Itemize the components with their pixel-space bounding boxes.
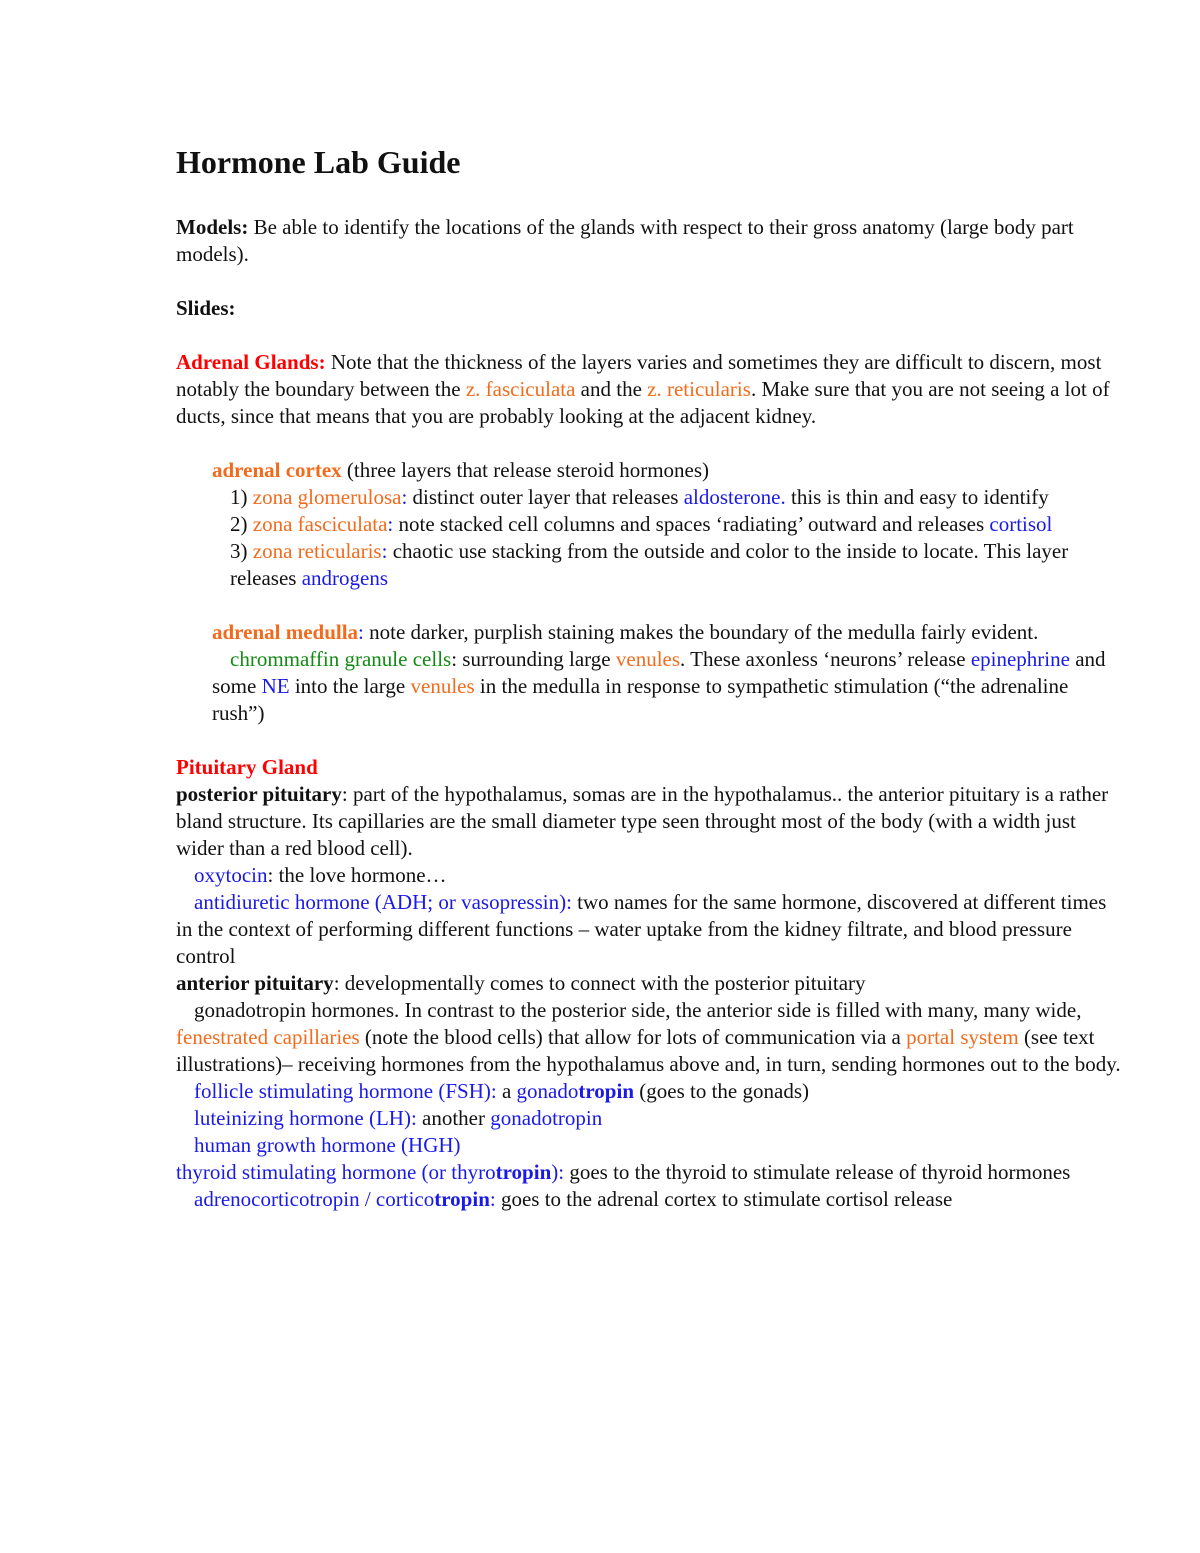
oxytocin-text: : the love hormone… bbox=[267, 863, 447, 887]
tropin-term: tropin bbox=[434, 1187, 490, 1211]
aldosterone-term: aldosterone. bbox=[683, 485, 786, 509]
chromaffin-paragraph bbox=[212, 646, 1126, 727]
zona-reticularis-term: zona reticularis bbox=[252, 539, 382, 563]
lh-line bbox=[194, 1105, 1126, 1132]
ne-term: NE bbox=[261, 674, 290, 698]
gonadotropin-term: gonadotropin bbox=[490, 1106, 603, 1130]
anterior-paragraph bbox=[176, 970, 1126, 997]
androgens-term: androgens bbox=[301, 566, 389, 590]
adrenal-cortex-label: adrenal cortex bbox=[212, 458, 342, 482]
list-item bbox=[230, 538, 1126, 592]
adrenal-paragraph bbox=[176, 349, 1126, 430]
chromaffin-text-3: and some bbox=[212, 647, 1106, 698]
z-reticularis-term: z. reticularis bbox=[647, 377, 751, 401]
hgh-line bbox=[194, 1132, 1126, 1159]
posterior-text: : part of the hypothalamus, somas are in the hypothalamus.. the anterior pituitary is a rather bland structure. Its capillaries are the small diameter type seen throught most of the body (with a width just wider than a red blood cell). bbox=[176, 782, 1109, 860]
anterior-label: anterior pituitary bbox=[176, 971, 334, 995]
acth-colon: : bbox=[489, 1187, 496, 1211]
item-colon: : bbox=[381, 539, 388, 563]
acth-line bbox=[194, 1186, 1126, 1213]
item-colon: : bbox=[401, 485, 408, 509]
tsh-text: goes to the thyroid to stimulate release of thyroid hormones bbox=[564, 1160, 1071, 1184]
document-page bbox=[176, 140, 1126, 1213]
chromaffin-text-1: : surrounding large bbox=[451, 647, 616, 671]
adrenal-cortex-section bbox=[212, 457, 1126, 592]
tsh-close: ): bbox=[551, 1160, 565, 1184]
fsh-line bbox=[194, 1078, 1126, 1105]
page-title: Hormone Lab Guide bbox=[176, 144, 461, 180]
chromaffin-text-4: into the large bbox=[289, 674, 411, 698]
anterior-hormone-list bbox=[176, 1078, 1126, 1213]
item-after: this is thin and easy to identify bbox=[785, 485, 1049, 509]
adrenal-text-2: and the bbox=[575, 377, 648, 401]
chromaffin-term: chrommaffin granule cells bbox=[230, 647, 452, 671]
adh-colon: : bbox=[566, 890, 572, 914]
epinephrine-term: epinephrine bbox=[970, 647, 1070, 671]
cortisol-term: cortisol bbox=[989, 512, 1053, 536]
zona-glomerulosa-term: zona glomerulosa bbox=[252, 485, 402, 509]
anterior-text-3: (note the blood cells) that allow for lots of communication via a bbox=[359, 1025, 907, 1049]
models-paragraph bbox=[176, 214, 1126, 268]
adh-term: antidiuretic hormone (ADH; or vasopressin) bbox=[194, 890, 567, 914]
medulla-text: note darker, purplish staining makes the boundary of the medulla fairly evident. bbox=[363, 620, 1039, 644]
fsh-after: (goes to the gonads) bbox=[634, 1079, 809, 1103]
adrenal-medulla-label: adrenal medulla bbox=[212, 620, 359, 644]
fsh-term: follicle stimulating hormone (FSH): bbox=[194, 1079, 497, 1103]
lh-term: luteinizing hormone (LH): bbox=[194, 1106, 417, 1130]
posterior-label: posterior pituitary bbox=[176, 782, 342, 806]
gonado-term: gonado bbox=[516, 1079, 579, 1103]
adrenal-label: Adrenal Glands: bbox=[176, 350, 326, 374]
acth-text: goes to the adrenal cortex to stimulate cortisol release bbox=[495, 1187, 953, 1211]
medulla-colon: : bbox=[358, 620, 364, 644]
item-text: chaotic use stacking from the outside and color to the inside to locate. This layer releases bbox=[230, 539, 1069, 590]
tsh-line bbox=[176, 1159, 1126, 1186]
adrenal-cortex-desc: (three layers that release steroid hormones) bbox=[341, 458, 710, 482]
oxytocin-term: oxytocin bbox=[194, 863, 268, 887]
gonadotropin-paragraph bbox=[176, 997, 1126, 1078]
chromaffin-text-5: in the medulla in response to sympathetic stimulation (“the adrenaline rush”) bbox=[212, 674, 1069, 725]
item-text: note stacked cell columns and spaces ‘radiating’ outward and releases bbox=[393, 512, 990, 536]
item-number: 1) bbox=[230, 485, 253, 509]
item-number: 3) bbox=[230, 539, 253, 563]
hgh-term: human growth hormone (HGH) bbox=[194, 1133, 461, 1157]
models-text: Be able to identify the locations of the glands with respect to their gross anatomy (large body part models). bbox=[176, 215, 1074, 266]
item-colon: : bbox=[387, 512, 394, 536]
oxytocin-line bbox=[194, 862, 1126, 889]
fsh-text: a bbox=[496, 1079, 517, 1103]
chromaffin-text-2: . These axonless ‘neurons’ release bbox=[680, 647, 971, 671]
tropin-term: tropin bbox=[495, 1160, 552, 1184]
lh-text: another bbox=[416, 1106, 491, 1130]
anterior-text-2: gonadotropin hormones. In contrast to the posterior side, the anterior side is filled with many, many wide, bbox=[194, 998, 1082, 1022]
adh-text: two names for the same hormone, discovered at different times in the context of performing different functions – water uptake from the kidney filtrate, and blood pressure control bbox=[176, 890, 1107, 968]
zona-fasciculata-term: zona fasciculata bbox=[252, 512, 388, 536]
anterior-text-1: : developmentally comes to connect with the posterior pituitary bbox=[333, 971, 866, 995]
z-fasciculata-term: z. fasciculata bbox=[465, 377, 576, 401]
posterior-paragraph bbox=[176, 781, 1126, 862]
adrenal-text-1: Note that the thickness of the layers varies and sometimes they are difficult to discern, most notably the boundary between the bbox=[176, 350, 1102, 401]
tropin-term: tropin bbox=[578, 1079, 635, 1103]
adh-paragraph bbox=[176, 889, 1126, 970]
pituitary-heading: Pituitary Gland bbox=[176, 755, 318, 779]
tsh-term: thyroid stimulating hormone (or thyro bbox=[176, 1160, 496, 1184]
adrenal-medulla-section bbox=[212, 619, 1126, 727]
anterior-text-4: (see text illustrations)– receiving hormones from the hypothalamus above and, in turn, sending hormones out to the body. bbox=[176, 1025, 1121, 1076]
slides-label: Slides: bbox=[176, 296, 236, 320]
fenestrated-capillaries-term: fenestrated capillaries bbox=[176, 1025, 360, 1049]
adrenal-text-3: . Make sure that you are not seeing a lot of ducts, since that means that you are probably looking at the adjacent kidney. bbox=[176, 377, 1110, 428]
item-number: 2) bbox=[230, 512, 253, 536]
acth-term: adrenocorticotropin / cortico bbox=[194, 1187, 435, 1211]
venules-term: venules bbox=[615, 647, 681, 671]
list-item bbox=[230, 511, 1126, 538]
adrenal-cortex-heading bbox=[212, 457, 1126, 484]
adrenal-medulla-paragraph bbox=[212, 619, 1126, 646]
models-label: Models: bbox=[176, 215, 249, 239]
portal-system-term: portal system bbox=[906, 1025, 1019, 1049]
venules-term: venules bbox=[410, 674, 475, 698]
item-text: distinct outer layer that releases bbox=[407, 485, 684, 509]
list-item bbox=[230, 484, 1126, 511]
